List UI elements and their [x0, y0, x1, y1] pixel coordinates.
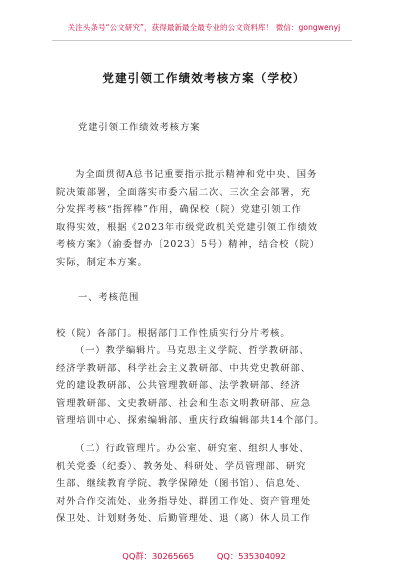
paragraph-line: 保卫处、计划财务处、后勤管理处、退（离）休人员工作	[56, 513, 311, 524]
paragraph-line: 院决策部署，全面落实市委六届二次、三次全会部署，充	[56, 186, 311, 198]
item-teaching	[56, 342, 352, 430]
paragraph-line: 管理培训中心、探索编辑部、重庆行政编辑部共14个部门。	[56, 415, 325, 426]
paragraph-line: 分发挥考核“指挥棒”作用，确保校（院）党建引领工作	[56, 204, 302, 215]
document-subtitle: 党建引领工作绩效考核方案	[78, 122, 201, 133]
paragraph-line: 机关党委（纪委）、教务处、科研处、学员管理部、研究	[56, 460, 307, 472]
paragraph-line: （一）教学编辑片。马克思主义学院、哲学教研部、	[75, 345, 310, 356]
promo-banner: 关注头条号“公文研究”，获得最新最全最专业的公文资料库！ 微信：gongwenyj	[67, 23, 341, 32]
document-title: 党建引领工作绩效考核方案（学校）	[102, 71, 306, 85]
qq-group-number: QQ群：30265665	[122, 551, 195, 561]
header-divider	[52, 40, 352, 41]
section-heading: 一、考核范围	[78, 292, 140, 303]
paragraph-line: 取得实效，根据《2023年市级党政机关党建引领工作绩效	[56, 221, 318, 233]
contact-footer	[0, 550, 408, 562]
paragraph-line: 管理教研部、文史教研部、社会和生态文明教研部、应急	[56, 397, 311, 409]
paragraph-line: 党的建设教研部、公共管理教研部、法学教研部、经济	[56, 380, 301, 391]
intro-paragraph	[56, 166, 352, 271]
paragraph-line: 为全面贯彻A总书记重要指示批示精神和党中央、国务	[75, 169, 318, 180]
paragraph-line: 经济学教研部、科学社会主义教研部、中共党史教研部、	[56, 362, 311, 374]
item-administration	[56, 440, 352, 528]
paragraph-line: 实际，制定本方案。	[56, 256, 148, 268]
paragraph-line: 考核方案》（渝委督办〔2023〕5号）精神，结合校（院）	[56, 239, 320, 250]
paragraph-line: 对外合作交流处、业务指导处、群团工作处、资产管理处	[56, 495, 311, 507]
paragraph-line: 生部、继续教育学院、教学保障处（图书馆）、信息处、	[56, 478, 307, 489]
qq-number: QQ：535304092	[216, 551, 286, 561]
paragraph-line: （二）行政管理片。办公室、研究室、组织人事处、	[75, 443, 310, 454]
section-intro: 校（院）各部门。根据部门工作性质实行分片考核。	[56, 328, 291, 339]
